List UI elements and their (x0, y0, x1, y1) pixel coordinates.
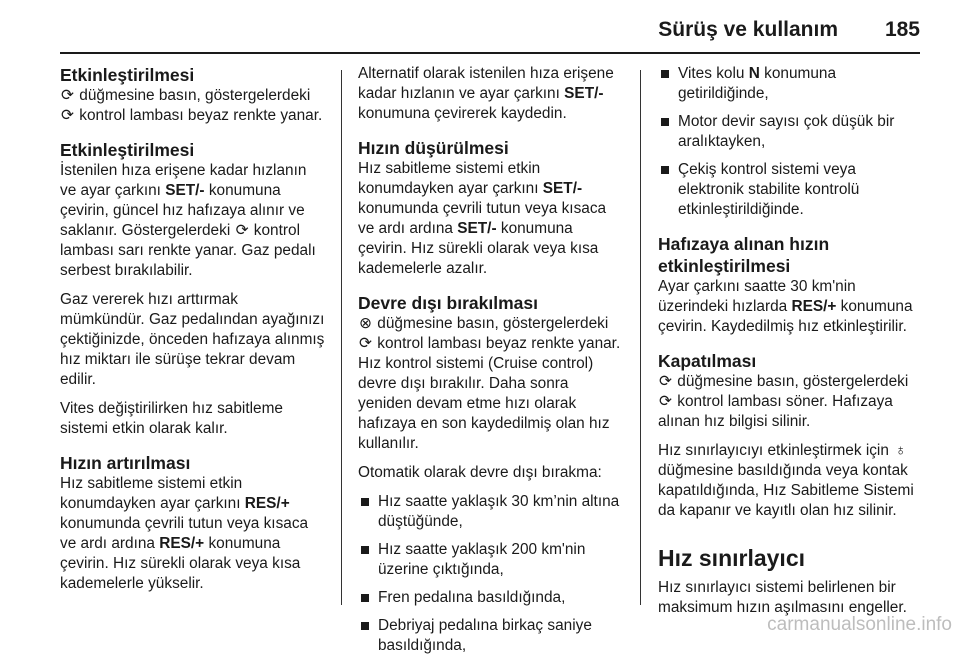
section-heading: Kapatılması (658, 351, 757, 371)
section-heading: Hafızaya alınan hızın etkinleştirilmesi (658, 234, 830, 276)
cruise-control-icon: ⟳ (659, 393, 672, 410)
paragraph: Otomatik olarak devre dışı bırakma: (358, 464, 602, 481)
section-heading: Etkinleştirilmesi (60, 140, 195, 160)
section-heading: Hızın artırılması (60, 453, 191, 473)
paragraph: Hız sabitleme sistemi etkin konumdayken ayar çarkını SET/- konumunda çevrili tutun veya kısaca ve ardı ardına SET/- konumuna çevirin. Hız sürekli olarak veya kısa kademelerle azalır. (358, 160, 607, 277)
paragraph: Hız sınırlayıcı sistemi belirlenen bir maksimum hızın aşılmasını engeller. (658, 579, 907, 616)
paragraph: ⟳ düğmesine basın, göstergelerdeki ⟳ kontrol lambası beyaz renkte yanar. (61, 87, 323, 124)
cruise-control-icon: ⟳ (61, 107, 74, 124)
list-item: Vites kolu N konumuna getirildiğinde, (658, 64, 923, 104)
paragraph: İstenilen hıza erişene kadar hızlanın ve ayar çarkını SET/- konumuna çevirin, güncel hız hafızaya alınır ve saklanır. Göstergelerdeki ⟳ kontrol lambası sarı renkte yanar. Gaz pedalı serbest bırakılabilir. (60, 162, 316, 279)
list-item: Motor devir sayısı çok düşük bir aralıktayken, (658, 112, 923, 152)
list-item: Debriyaj pedalına birkaç saniye basıldığında, (358, 616, 623, 656)
list-item: Hız saatte yaklaşık 200 km'nin üzerine çıktığında, (358, 540, 623, 580)
speed-limiter-icon: ♁ (894, 442, 907, 459)
paragraph: Hız sınırlayıcıyı etkinleştirmek için ♁ düğmesine basıldığında veya kontak kapatıldığında, Hız Sabitleme Sistemi da kapanır ve kayıtlı olan hız silinir. (658, 442, 914, 519)
chapter-heading: Hız sınırlayıcı (658, 545, 806, 571)
cruise-off-icon: ⊗ (359, 315, 372, 332)
watermark: carmanualsonline.info (767, 614, 952, 635)
paragraph: Vites değiştirilirken hız sabitleme sistemi etkin olarak kalır. (60, 400, 283, 437)
bullet-list (658, 64, 923, 220)
section-heading: Devre dışı bırakılması (358, 293, 538, 313)
cruise-control-icon: ⟳ (61, 87, 74, 104)
section-heading: Hızın düşürülmesi (358, 138, 509, 158)
cruise-control-icon: ⟳ (359, 335, 372, 352)
list-item: Fren pedalına basıldığında, (358, 588, 623, 608)
paragraph: Ayar çarkını saatte 30 km'nin üzerindeki hızlarda RES/+ konumuna çevirin. Kaydedilmiş hız etkinleştirilir. (658, 278, 913, 335)
cruise-control-icon: ⟳ (235, 222, 249, 239)
paragraph: Hız sabitleme sistemi etkin konumdayken ayar çarkını RES/+ konumunda çevrili tutun veya kısaca ve ardı ardına RES/+ konumuna çevirin. Hız sürekli olarak veya kısa kademelerle yükselir. (60, 475, 309, 592)
section-heading: Etkinleştirilmesi (60, 65, 195, 85)
paragraph: Gaz vererek hızı arttırmak mümkündür. Gaz pedalından ayağınızı çektiğinizde, önceden hafızaya alınmış hız miktarı ile sürüşe tekrar devam edilir. (60, 291, 325, 388)
cruise-control-icon: ⟳ (659, 373, 672, 390)
column-divider (341, 70, 342, 605)
list-item: Hız saatte yaklaşık 30 km’nin altına düştüğünde, (358, 492, 623, 532)
paragraph: Alternatif olarak istenilen hıza erişene kadar hızlanın ve ayar çarkını SET/- konumuna çevirerek kaydedin. (358, 65, 614, 122)
column-3 (658, 64, 923, 627)
page-number: 185 (884, 18, 920, 41)
paragraph: ⟳ düğmesine basın, göstergelerdeki ⟳ kontrol lambası söner. Hafızaya alınan hız bilgisi silinir. (658, 373, 909, 430)
bullet-list (358, 492, 623, 656)
column-divider (640, 70, 641, 605)
paragraph: ⊗ düğmesine basın, göstergelerdeki ⟳ kontrol lambası beyaz renkte yanar. Hız kontrol sistemi (Cruise control) devre dışı bırakılır. Daha sonra yeniden devam etme hızı olarak hafızaya en son kaydedilmiş olan hız kullanılır. (358, 315, 621, 452)
header-rule (60, 52, 920, 54)
column-1 (60, 64, 325, 603)
header-title: Sürüş ve kullanım (658, 18, 838, 41)
column-2 (358, 64, 623, 664)
page-header (60, 18, 920, 52)
list-item: Çekiş kontrol sistemi veya elektronik stabilite kontrolü etkinleştirildiğinde. (658, 160, 923, 220)
